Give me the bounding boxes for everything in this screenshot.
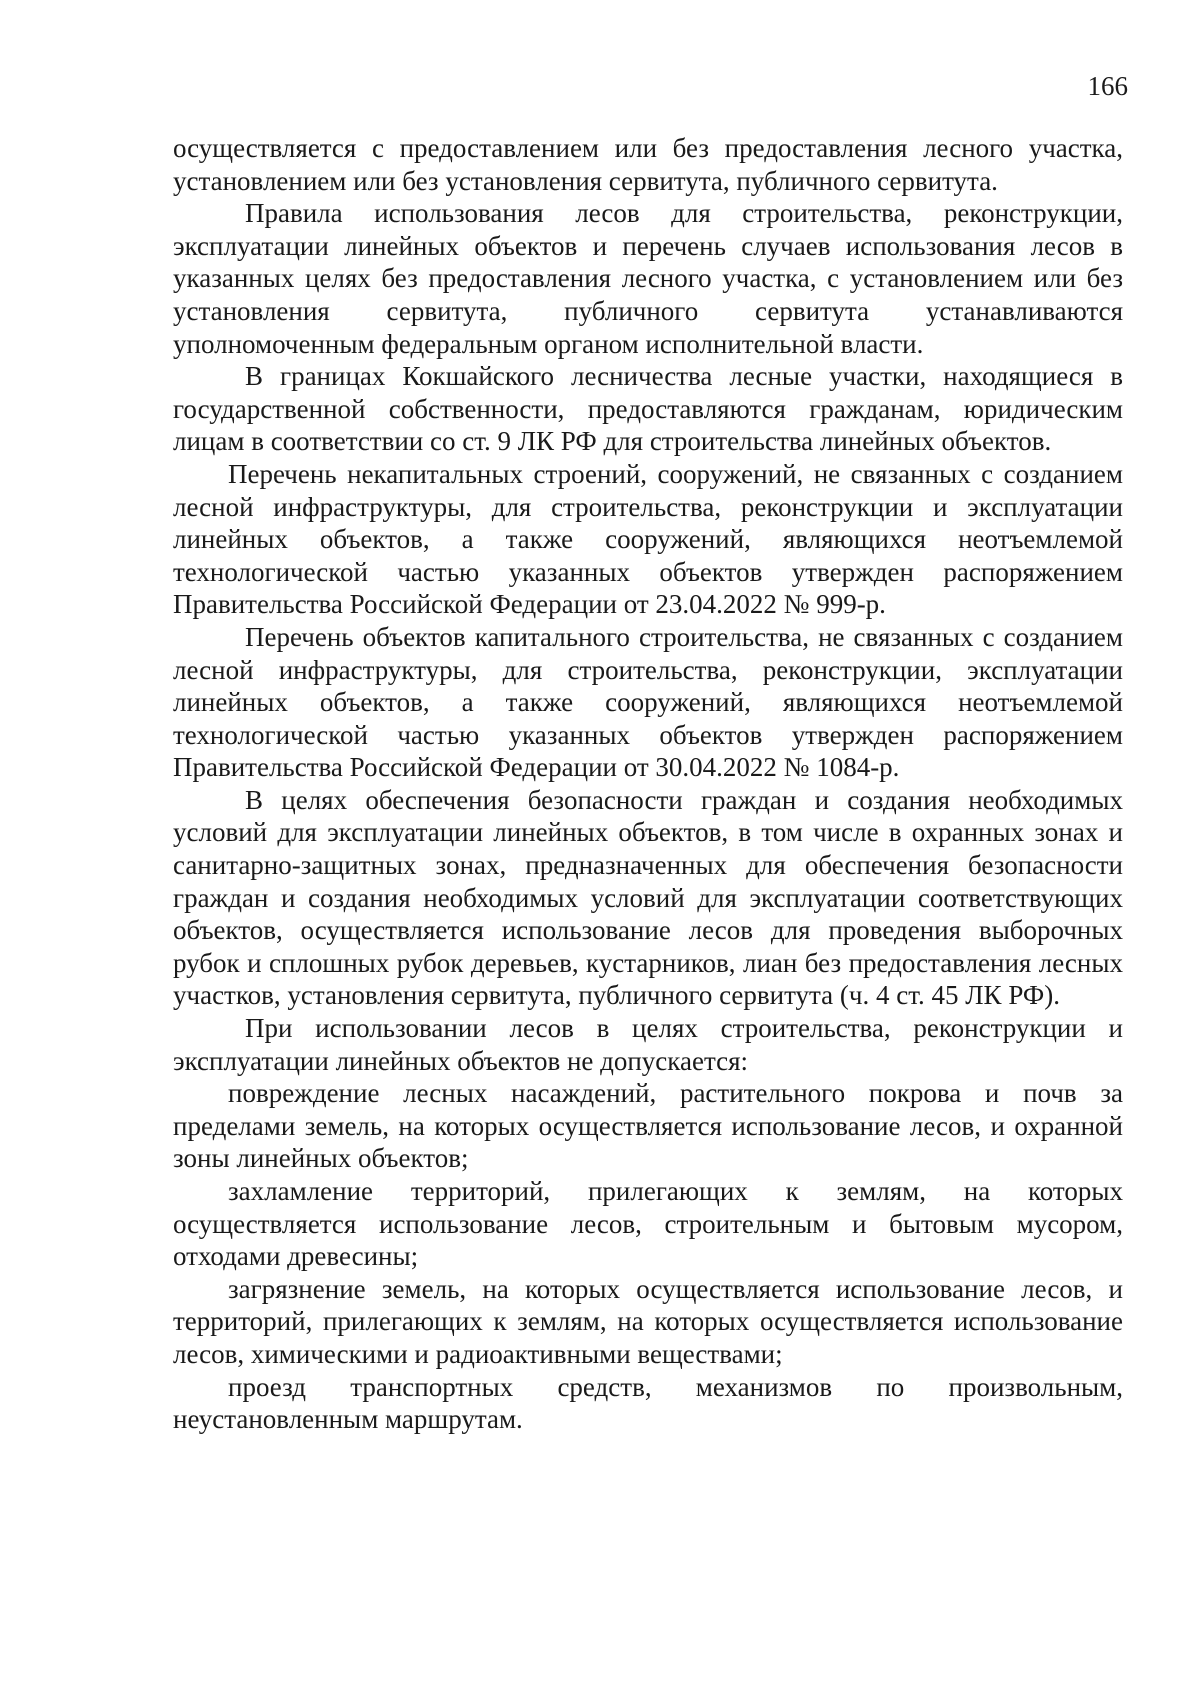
list-item-pollution: загрязнение земель, на которых осуществляется использование лесов, и территорий, прилегающих к землям, на которых осуществляется использование лесов, химическими и радиоактивными веществами; — [173, 1273, 1123, 1369]
paragraph-noncapital-list: Перечень некапитальных строений, сооружений, не связанных с созданием лесной инфраструктуры, для строительства, реконструкции и эксплуатации линейных объектов, а также сооружений, являющихся неотъемлемой технологической частью указанных объектов утвержден распоряжением Правительства Российской Федерации от 23.04.2022 № 999-р. — [173, 458, 1123, 620]
paragraph-continuation: осуществляется с предоставлением или без предоставления лесного участка, установлением или без установления сервитута, публичного сервитута. — [173, 133, 1123, 196]
list-item-vehicle-passage: проезд транспортных средств, механизмов по произвольным, неустановленным маршрутам. — [173, 1371, 1123, 1435]
paragraph-rules: Правила использования лесов для строительства, реконструкции, эксплуатации линейных объектов и перечень случаев использования лесов в указанных целях без предоставления лесного участка, с установлением или без установления сервитута, публичного сервитута устанавливаются уполномоченным федеральным органом исполнительной власти. — [173, 198, 1123, 359]
document-body — [173, 132, 1123, 1436]
paragraph-safety-purposes: В целях обеспечения безопасности граждан и создания необходимых условий для эксплуатации линейных объектов, в том числе в охранных зонах и санитарно-защитных зонах, предназначенных для обеспечения безопасности граждан и создания необходимых условий для эксплуатации соответствующих объектов, осуществляется использование лесов для проведения выборочных рубок и сплошных рубок деревьев, кустарников, лиан без предоставления лесных участков, установления сервитута, публичного сервитута (ч. 4 ст. 45 ЛК РФ). — [173, 784, 1123, 1011]
paragraph-kokshaysky-forestry: В границах Кокшайского лесничества лесные участки, находящиеся в государственной собственности, предоставляются гражданам, юридическим лицам в соответствии со ст. 9 ЛК РФ для строительства линейных объектов. — [173, 361, 1123, 457]
paragraph-capital-list: Перечень объектов капитального строительства, не связанных с созданием лесной инфраструктуры, для строительства, реконструкции, эксплуатации линейных объектов, а также сооружений, являющихся неотъемлемой технологической частью указанных объектов утвержден распоряжением Правительства Российской Федерации от 30.04.2022 № 1084-р. — [173, 621, 1123, 783]
list-item-damage: повреждение лесных насаждений, растительного покрова и почв за пределами земель, на которых осуществляется использование лесов, и охранной зоны линейных объектов; — [173, 1078, 1123, 1174]
list-item-littering: захламление территорий, прилегающих к землям, на которых осуществляется использование лесов, строительным и бытовым мусором, отходами древесины; — [173, 1176, 1123, 1272]
page-number: 166 — [1087, 71, 1128, 101]
paragraph-not-allowed-intro: При использовании лесов в целях строительства, реконструкции и эксплуатации линейных объектов не допускается: — [173, 1013, 1123, 1076]
